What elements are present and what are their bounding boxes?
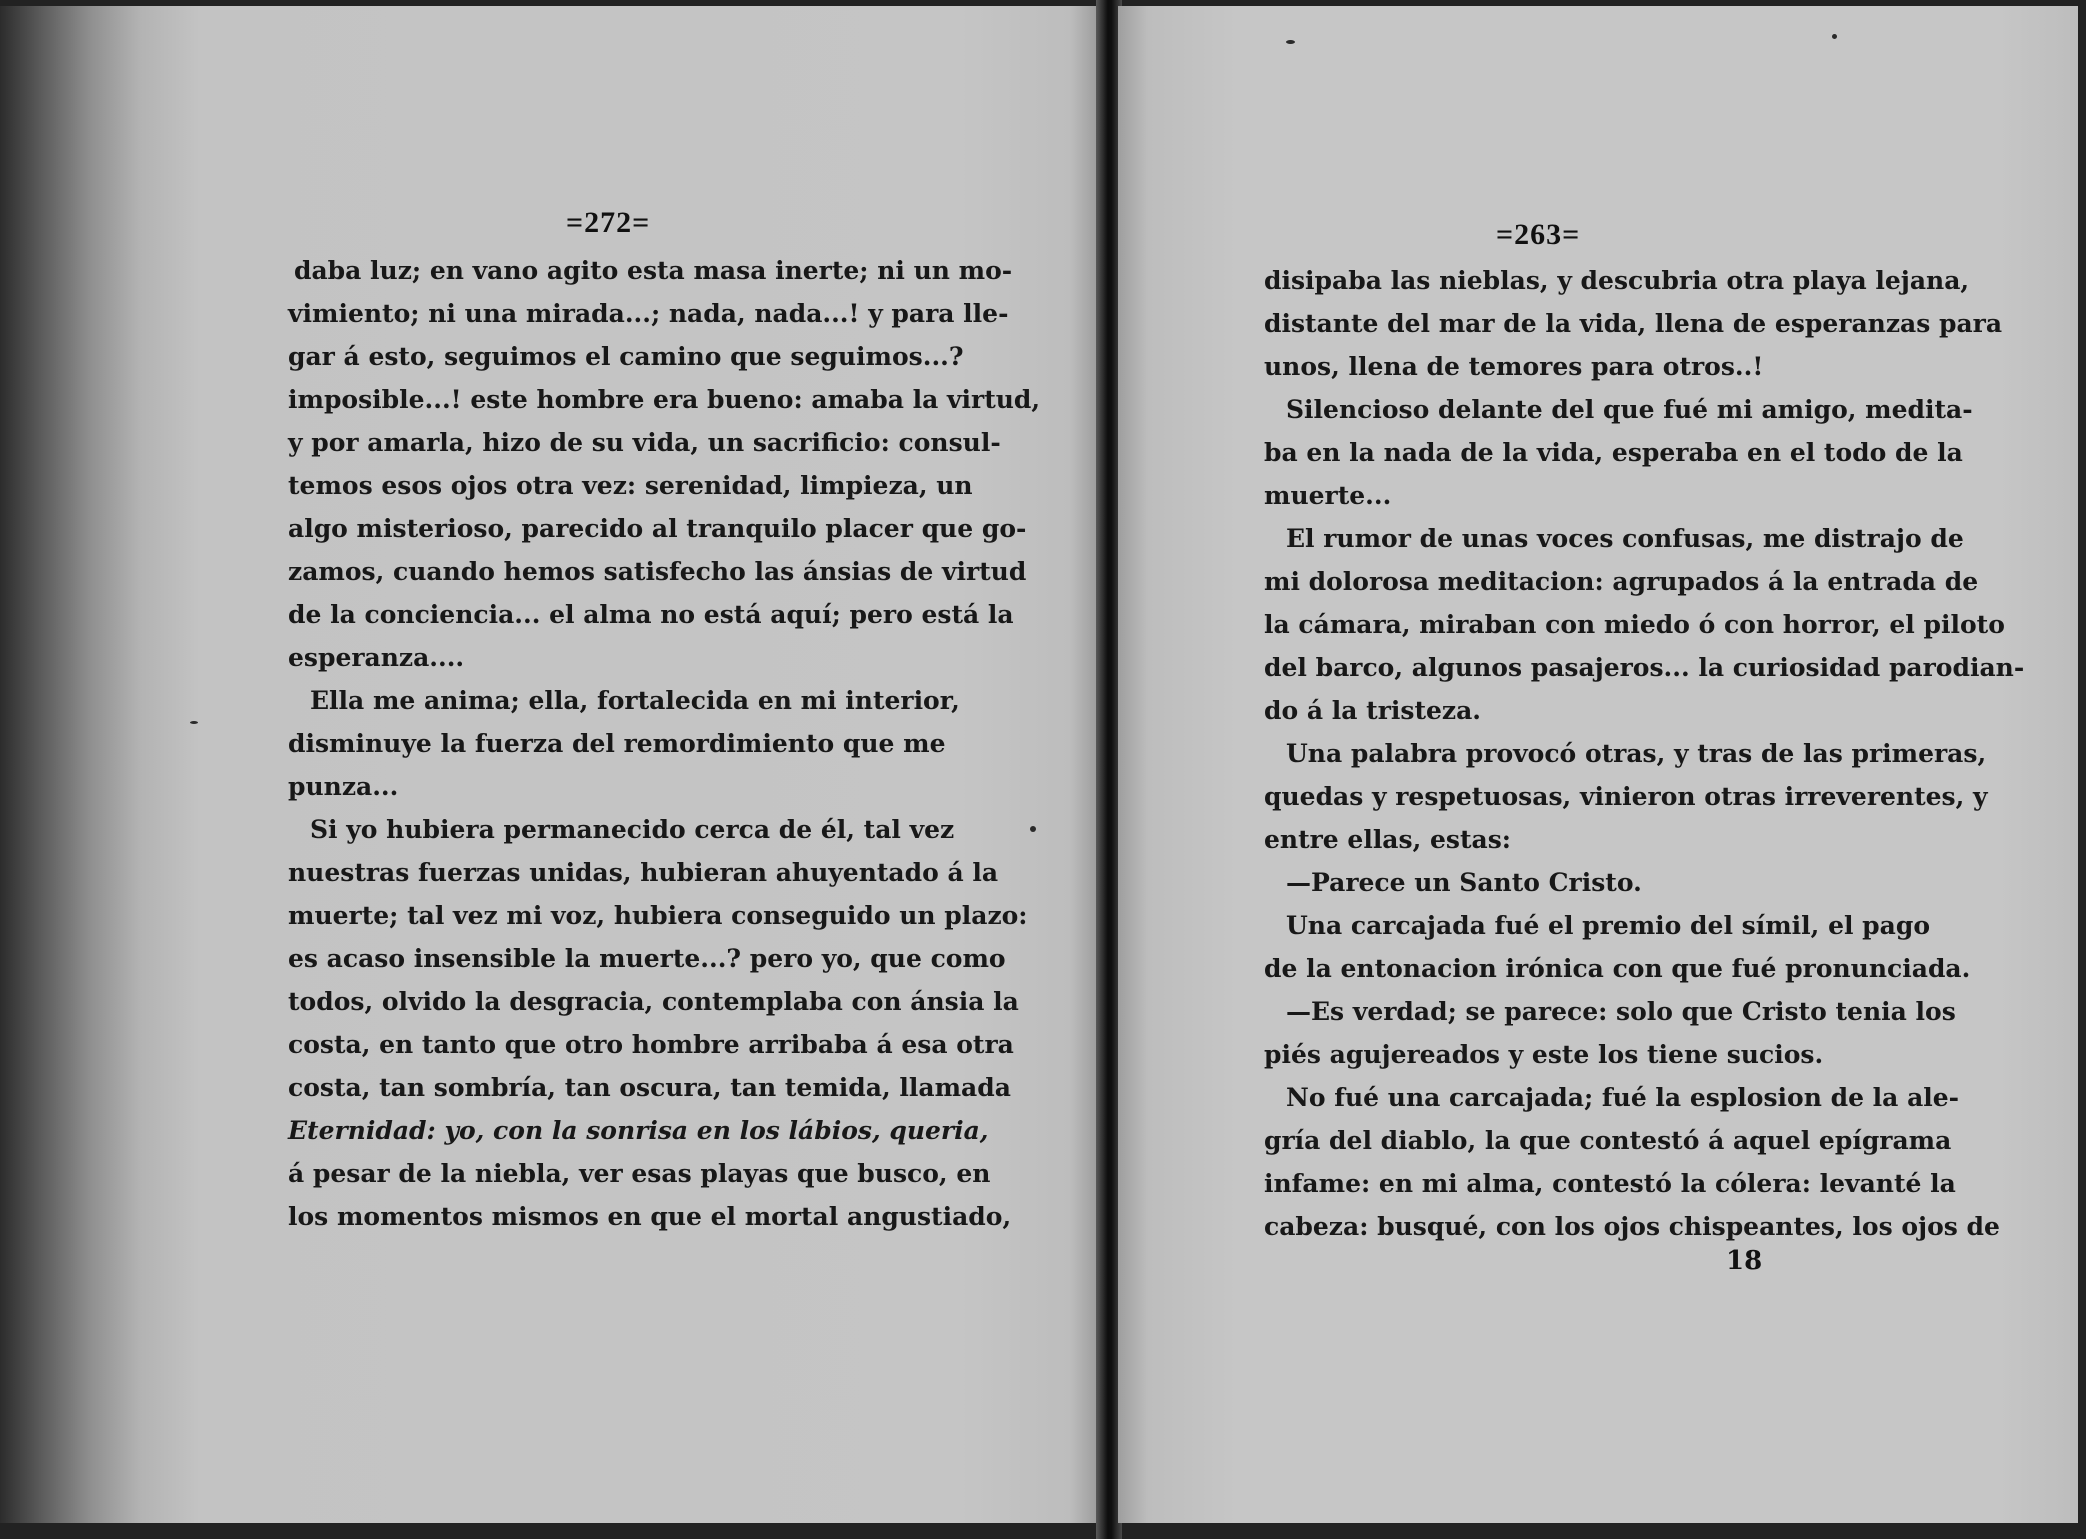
text-line: —Parece un Santo Cristo. xyxy=(1286,868,1642,897)
text-line: costa, en tanto que otro hombre arribaba á esa otra xyxy=(288,1030,1014,1059)
text-line: de la conciencia... el alma no está aquí; pero está la xyxy=(288,600,1014,629)
text-line: El rumor de unas voces confusas, me distrajo de xyxy=(1286,524,1964,553)
text-line: todos, olvido la desgracia, contemplaba con ánsia la xyxy=(288,987,1019,1016)
paper-speck xyxy=(190,721,198,724)
text-line: gar á esto, seguimos el camino que seguimos...? xyxy=(288,342,964,371)
paper-speck xyxy=(1832,34,1837,39)
paper-speck xyxy=(1030,826,1036,832)
text-line: Silencioso delante del que fué mi amigo, medita- xyxy=(1286,395,1973,424)
text-line: vimiento; ni una mirada...; nada, nada...! y para lle- xyxy=(288,299,1009,328)
signature-mark: 18 xyxy=(1726,1246,1763,1276)
text-line: del barco, algunos pasajeros... la curiosidad parodian- xyxy=(1264,653,2025,682)
text-line: imposible...! este hombre era bueno: amaba la virtud, xyxy=(288,385,1041,414)
right-page-text xyxy=(1264,259,2025,1248)
text-line: la cámara, miraban con miedo ó con horror, el piloto xyxy=(1264,610,2005,639)
text-line: quedas y respetuosas, vinieron otras irreverentes, y xyxy=(1264,782,1988,811)
text-line: entre ellas, estas: xyxy=(1264,825,1512,854)
text-line: punza... xyxy=(288,772,399,801)
text-line: de la entonacion irónica con que fué pronunciada. xyxy=(1264,954,1971,983)
text-line: distante del mar de la vida, llena de esperanzas para xyxy=(1264,309,2003,338)
text-line: muerte; tal vez mi voz, hubiera conseguido un plazo: xyxy=(288,901,1028,930)
text-line: gría del diablo, la que contestó á aquel epígrama xyxy=(1264,1126,1952,1155)
text-line: nuestras fuerzas unidas, hubieran ahuyentado á la xyxy=(288,858,999,887)
text-line: ba en la nada de la vida, esperaba en el todo de la xyxy=(1264,438,1963,467)
left-page-number: =272= xyxy=(566,206,651,239)
left-page xyxy=(0,6,1100,1523)
text-line: Si yo hubiera permanecido cerca de él, tal vez xyxy=(310,815,955,844)
text-line: Una carcajada fué el premio del símil, el pago xyxy=(1286,911,1931,940)
right-page xyxy=(1118,6,2078,1523)
text-line: cabeza: busqué, con los ojos chispeantes, los ojos de xyxy=(1264,1212,2000,1241)
text-line: disipaba las nieblas, y descubria otra playa lejana, xyxy=(1264,266,1970,295)
text-line: Ella me anima; ella, fortalecida en mi interior, xyxy=(310,686,960,715)
text-line: —Es verdad; se parece: solo que Cristo tenia los xyxy=(1286,997,1956,1026)
text-line: unos, llena de temores para otros..! xyxy=(1264,352,1764,381)
text-line: infame: en mi alma, contestó la cólera: levanté la xyxy=(1264,1169,1956,1198)
text-line: Una palabra provocó otras, y tras de las primeras, xyxy=(1286,739,1987,768)
text-line: No fué una carcajada; fué la esplosion de la ale- xyxy=(1286,1083,1960,1112)
text-line: esperanza.... xyxy=(288,643,465,672)
text-line: Eternidad: yo, con la sonrisa en los lábios, queria, xyxy=(288,1116,989,1145)
text-line: es acaso insensible la muerte...? pero yo, que como xyxy=(288,944,1006,973)
text-line: piés agujereados y este los tiene sucios. xyxy=(1264,1040,1824,1069)
text-line: daba luz; en vano agito esta masa inerte; ni un mo- xyxy=(294,256,1013,285)
text-line: algo misterioso, parecido al tranquilo placer que go- xyxy=(288,514,1027,543)
text-line: disminuye la fuerza del remordimiento que me xyxy=(288,729,946,758)
text-line: y por amarla, hizo de su vida, un sacrificio: consul- xyxy=(288,428,1001,457)
text-line: los momentos mismos en que el mortal angustiado, xyxy=(288,1202,1012,1231)
text-line: á pesar de la niebla, ver esas playas que busco, en xyxy=(288,1159,991,1188)
left-page-text xyxy=(288,249,1041,1238)
right-page-number: =263= xyxy=(1496,218,1581,251)
text-line: do á la tristeza. xyxy=(1264,696,1482,725)
text-line: zamos, cuando hemos satisfecho las ánsias de virtud xyxy=(288,557,1027,586)
text-line: temos esos ojos otra vez: serenidad, limpieza, un xyxy=(288,471,973,500)
paper-speck xyxy=(1286,40,1295,44)
text-line: mi dolorosa meditacion: agrupados á la entrada de xyxy=(1264,567,1979,596)
text-line: muerte... xyxy=(1264,481,1392,510)
text-line: costa, tan sombría, tan oscura, tan temida, llamada xyxy=(288,1073,1011,1102)
